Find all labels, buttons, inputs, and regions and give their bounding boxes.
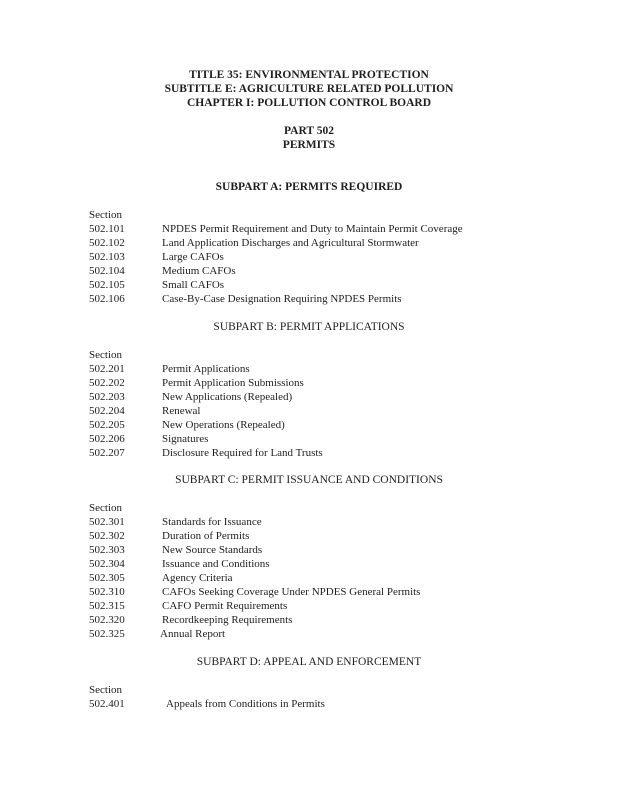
subpart-heading: SUBPART B: PERMIT APPLICATIONS	[213, 321, 405, 333]
section-column-label: Section	[89, 209, 122, 221]
section-number: 502.204	[89, 405, 125, 417]
section-number: 502.101	[89, 223, 125, 235]
section-title: Land Application Discharges and Agricultural Stormwater	[162, 237, 419, 249]
section-title: Appeals from Conditions in Permits	[166, 698, 325, 710]
section-title: Signatures	[162, 433, 209, 445]
section-number: 502.207	[89, 447, 125, 459]
section-title: CAFOs Seeking Coverage Under NPDES General Permits	[162, 586, 421, 598]
section-title: Standards for Issuance	[162, 516, 262, 528]
part-heading	[0, 124, 618, 152]
part-name: PERMITS	[282, 139, 336, 151]
section-title: Small CAFOs	[162, 279, 225, 291]
section-number: 502.202	[89, 377, 125, 389]
section-title: Renewal	[162, 405, 201, 417]
section-number: 502.105	[89, 279, 125, 291]
section-number: 502.301	[89, 516, 125, 528]
header-subtitle: SUBTITLE E: AGRICULTURE RELATED POLLUTION	[164, 83, 454, 95]
section-number: 502.106	[89, 293, 125, 305]
subpart-heading: SUBPART A: PERMITS REQUIRED	[215, 181, 403, 193]
section-column-label: Section	[89, 684, 122, 696]
document-header	[0, 68, 618, 110]
section-number: 502.302	[89, 530, 125, 542]
section-title: CAFO Permit Requirements	[162, 600, 288, 612]
section-number: 502.206	[89, 433, 125, 445]
section-number: 502.304	[89, 558, 125, 570]
section-title: NPDES Permit Requirement and Duty to Maintain Permit Coverage	[162, 223, 463, 235]
part-number: PART 502	[284, 125, 334, 137]
section-number: 502.103	[89, 251, 125, 263]
section-number: 502.203	[89, 391, 125, 403]
section-number: 502.305	[89, 572, 125, 584]
section-number: 502.325	[89, 628, 125, 640]
section-number: 502.315	[89, 600, 125, 612]
section-column-label: Section	[89, 502, 122, 514]
section-title: Case-By-Case Designation Requiring NPDES Permits	[162, 293, 402, 305]
section-title: Issuance and Conditions	[162, 558, 270, 570]
section-title: Agency Criteria	[162, 572, 233, 584]
section-number: 502.320	[89, 614, 125, 626]
section-title: Annual Report	[160, 628, 226, 640]
section-number: 502.310	[89, 586, 125, 598]
section-title: Permit Application Submissions	[162, 377, 304, 389]
section-title: New Source Standards	[162, 544, 263, 556]
section-title: Medium CAFOs	[162, 265, 236, 277]
section-number: 502.104	[89, 265, 125, 277]
section-number: 502.303	[89, 544, 125, 556]
header-chapter: CHAPTER I: POLLUTION CONTROL BOARD	[186, 97, 432, 109]
section-title: Disclosure Required for Land Trusts	[162, 447, 323, 459]
section-number: 502.205	[89, 419, 125, 431]
header-title: TITLE 35: ENVIRONMENTAL PROTECTION	[189, 69, 429, 81]
section-title: Permit Applications	[162, 363, 250, 375]
subpart-heading: SUBPART D: APPEAL AND ENFORCEMENT	[196, 656, 422, 668]
section-number: 502.102	[89, 237, 125, 249]
section-title: Large CAFOs	[162, 251, 224, 263]
section-title: Duration of Permits	[162, 530, 250, 542]
subpart-heading: SUBPART C: PERMIT ISSUANCE AND CONDITIONS	[175, 474, 443, 486]
section-title: New Applications (Repealed)	[162, 391, 293, 403]
section-number: 502.201	[89, 363, 125, 375]
section-column-label: Section	[89, 349, 122, 361]
section-title: New Operations (Repealed)	[162, 419, 285, 431]
section-number: 502.401	[89, 698, 125, 710]
section-title: Recordkeeping Requirements	[162, 614, 293, 626]
